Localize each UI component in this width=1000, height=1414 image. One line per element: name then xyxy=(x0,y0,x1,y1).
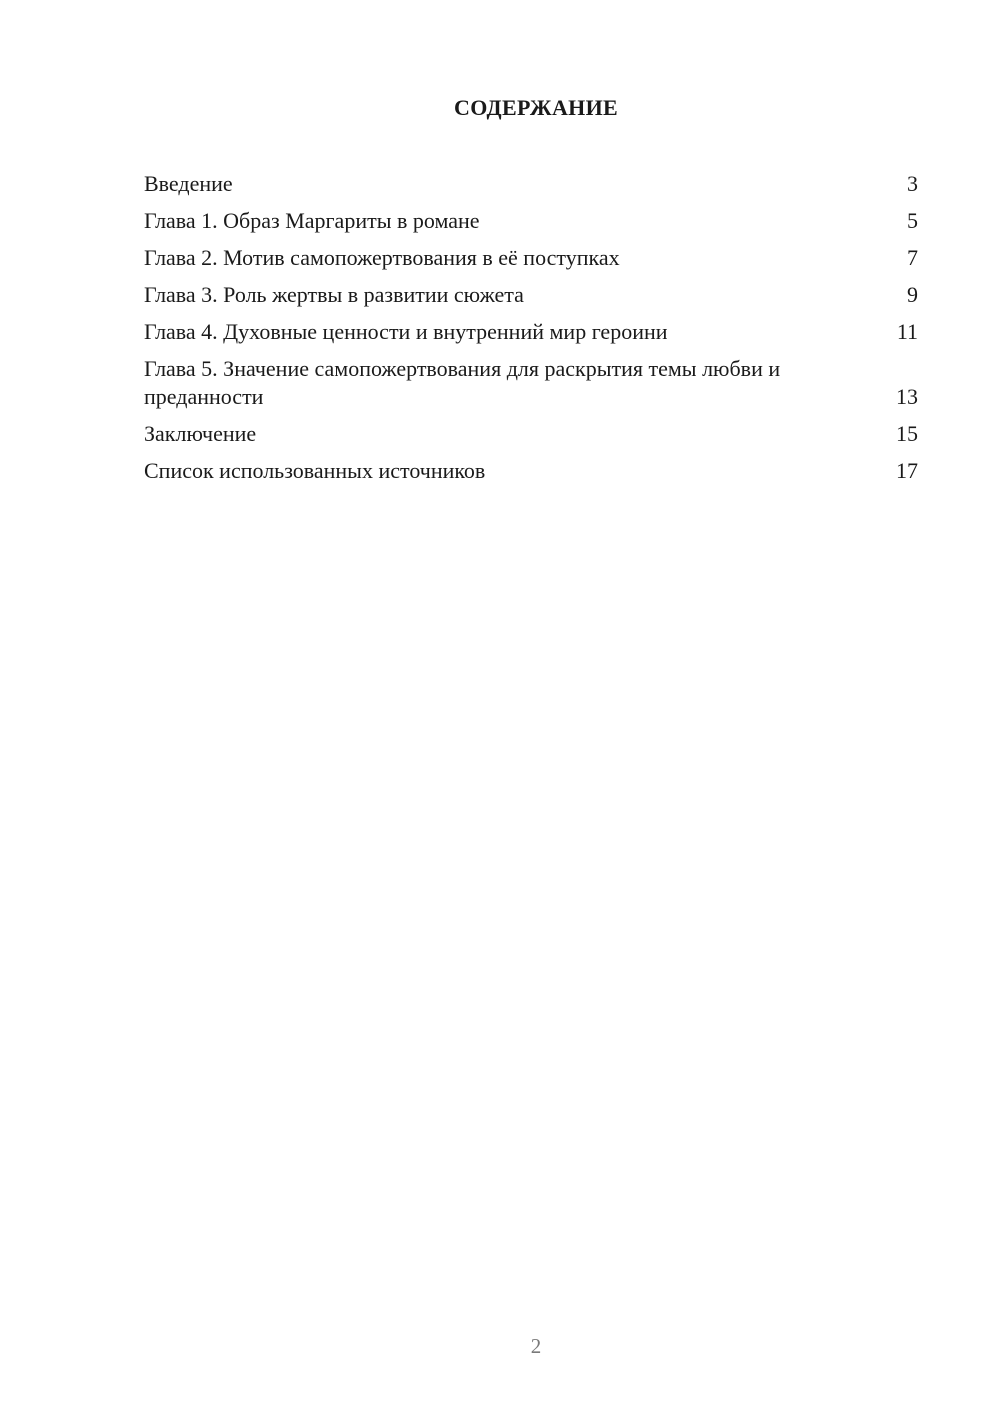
toc-entry-page: 3 xyxy=(907,171,918,196)
toc-entry-label: Заключение xyxy=(144,421,257,446)
toc-entry xyxy=(144,457,918,485)
toc-entry xyxy=(144,420,918,448)
toc-entry-label: Глава 5. Значение самопожертвования для раскрытия темы любви и преданности xyxy=(144,356,781,409)
toc-entry xyxy=(144,318,918,346)
toc-entry-page: 11 xyxy=(896,319,918,344)
toc-entry-page: 5 xyxy=(907,208,918,233)
toc-entry-page: 17 xyxy=(896,458,918,483)
toc-entry-page: 7 xyxy=(907,245,918,270)
toc-entry xyxy=(144,207,918,235)
toc-entry xyxy=(144,170,918,198)
toc-entry-label: Глава 1. Образ Маргариты в романе xyxy=(144,208,480,233)
toc-entry xyxy=(144,281,918,309)
toc-entry-label: Введение xyxy=(144,171,233,196)
toc-entry-page: 15 xyxy=(896,421,918,446)
toc-entry-label: Глава 2. Мотив самопожертвования в её поступках xyxy=(144,245,620,270)
toc-entry-label: Глава 4. Духовные ценности и внутренний мир героини xyxy=(144,319,668,344)
table-of-contents xyxy=(144,170,918,494)
page-number: 2 xyxy=(530,1334,542,1358)
toc-entry-page: 13 xyxy=(896,384,918,409)
toc-entry-page: 9 xyxy=(907,282,918,307)
toc-title: СОДЕРЖАНИЕ xyxy=(454,95,618,120)
toc-entry-label: Список использованных источников xyxy=(144,458,486,483)
toc-entry-label: Глава 3. Роль жертвы в развитии сюжета xyxy=(144,282,524,307)
toc-entry xyxy=(144,244,918,272)
toc-entry xyxy=(144,355,918,411)
